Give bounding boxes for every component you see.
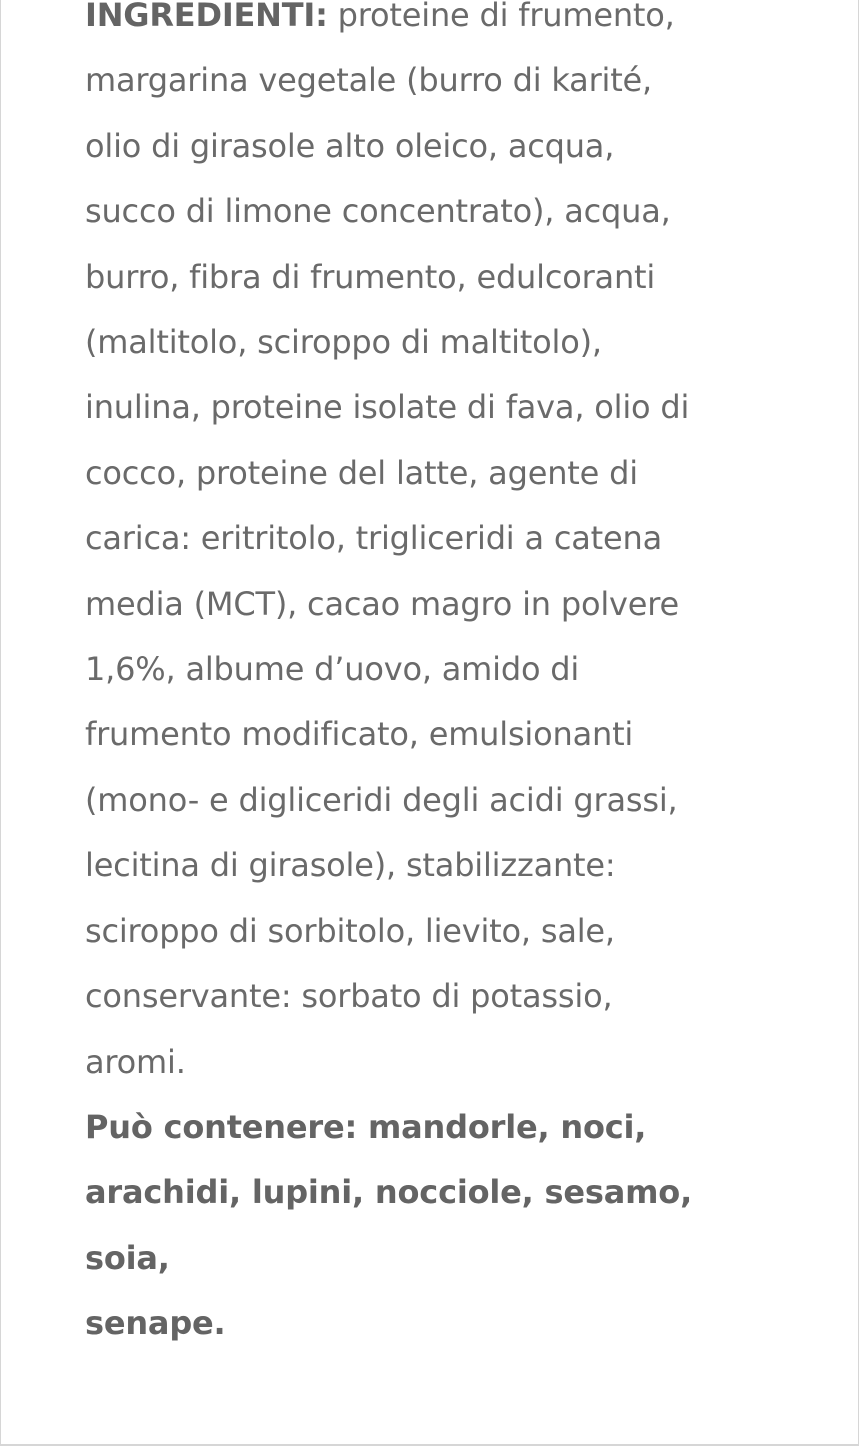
ingredients-line-text: proteine di frumento,	[327, 0, 675, 34]
ingredients-line: margarina vegetale (burro di karité,	[85, 61, 653, 100]
ingredients-line: aromi.	[85, 1042, 186, 1081]
allergens-line: Può contenere: mandorle, noci,	[85, 1107, 647, 1146]
ingredients-line: conservante: sorbato di potassio,	[85, 977, 613, 1016]
ingredients-heading: INGREDIENTI:	[85, 0, 328, 34]
ingredients-line: media (MCT), cacao magro in polvere	[85, 584, 680, 623]
ingredients-line: lecitina di girasole), stabilizzante:	[85, 846, 616, 885]
ingredients-line: (mono- e digliceridi degli acidi grassi,	[85, 780, 678, 819]
ingredients-line: sciroppo di sorbitolo, lievito, sale,	[85, 911, 615, 950]
ingredients-line: 1,6%, albume d’uovo, amido di	[85, 650, 580, 689]
ingredients-line: inulina, proteine isolate di fava, olio di	[85, 388, 690, 427]
ingredients-line	[85, 0, 785, 48]
allergens-line: soia,	[85, 1238, 170, 1277]
ingredients-line: cocco, proteine del latte, agente di	[85, 453, 638, 492]
allergens-line: arachidi, lupini, nocciole, sesamo,	[85, 1173, 693, 1212]
ingredients-line: succo di limone concentrato), acqua,	[85, 192, 671, 231]
ingredients-line: (maltitolo, sciroppo di maltitolo),	[85, 323, 602, 362]
ingredients-text	[85, 0, 785, 1357]
ingredients-line: olio di girasole alto oleico, acqua,	[85, 126, 615, 165]
ingredients-line: burro, fibra di frumento, edulcoranti	[85, 257, 656, 296]
ingredients-line: carica: eritritolo, trigliceridi a catena	[85, 519, 662, 558]
allergens-line: senape.	[85, 1304, 226, 1343]
ingredients-line: frumento modificato, emulsionanti	[85, 715, 634, 754]
